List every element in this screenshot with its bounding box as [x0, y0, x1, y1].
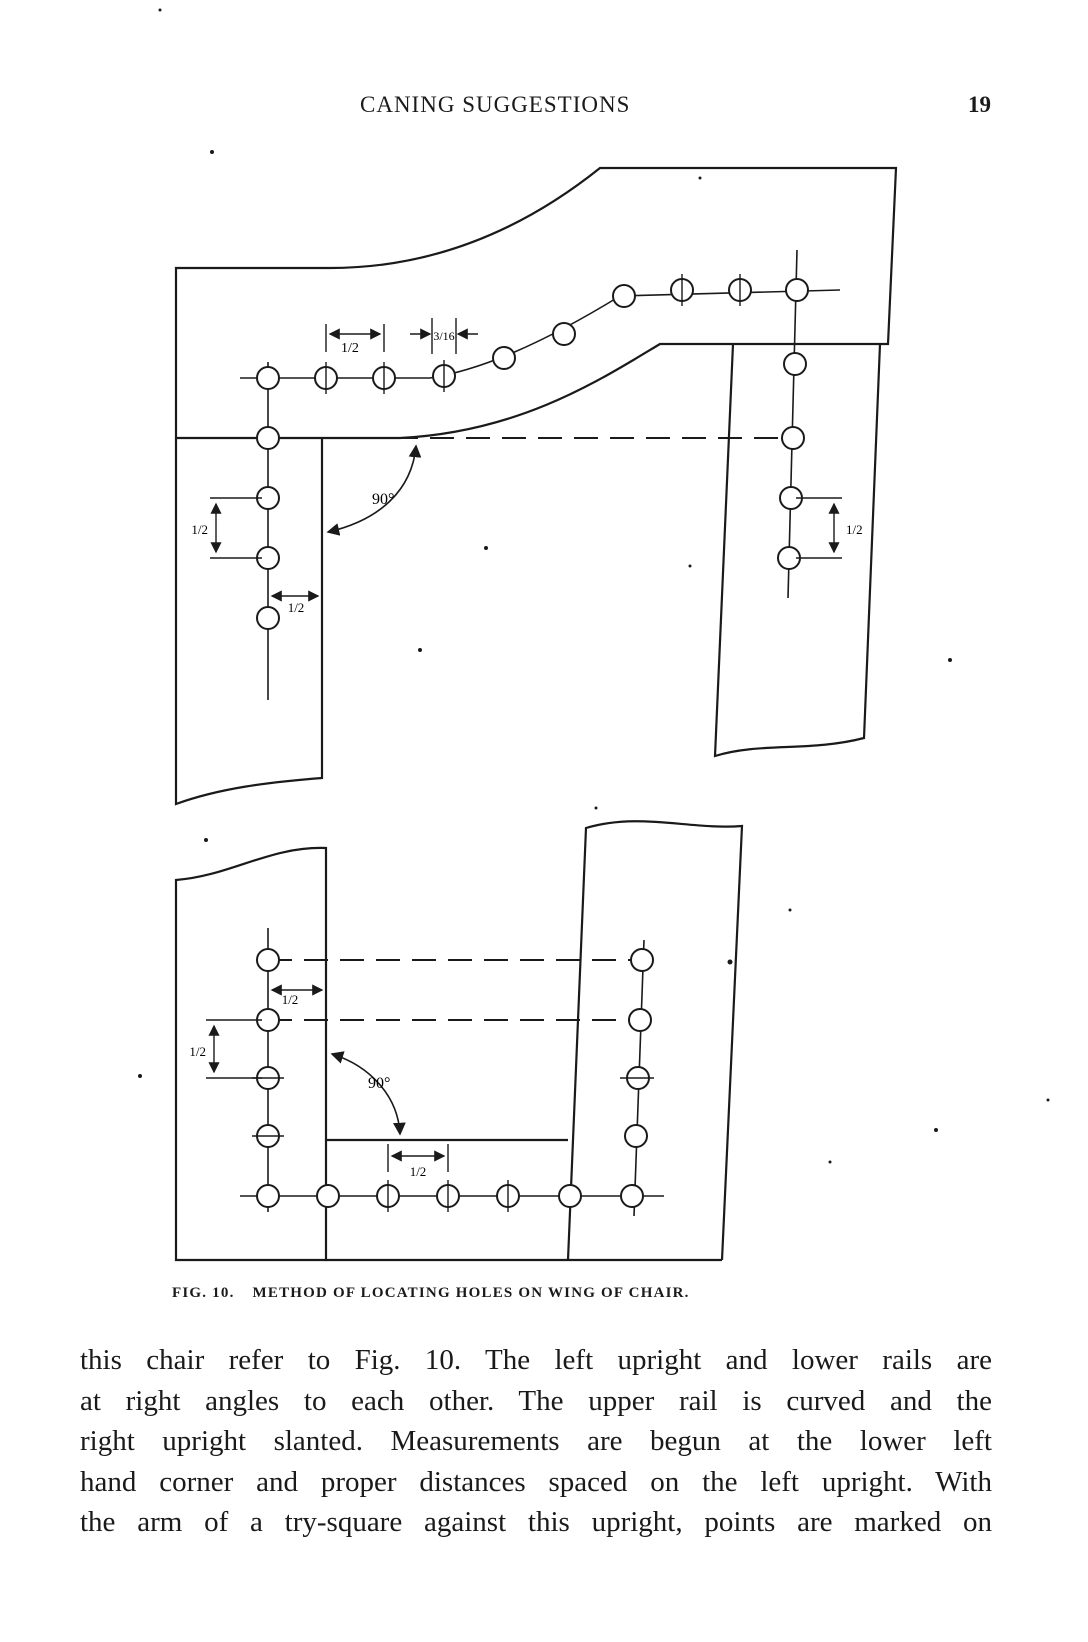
- hole: [559, 1185, 581, 1207]
- dim-left-bottom: [206, 1020, 262, 1078]
- hole: [493, 347, 515, 369]
- hole: [553, 323, 575, 345]
- upper-frame: [176, 168, 896, 804]
- left-upright-top: [176, 438, 322, 804]
- running-title: CANING SUGGESTIONS: [360, 92, 631, 117]
- dim-right-label: 1/2: [846, 522, 863, 537]
- figure-caption-text: METHOD OF LOCATING HOLES ON WING OF CHAIR.: [252, 1285, 690, 1301]
- hole: [257, 607, 279, 629]
- lower-dashed-guides: [268, 960, 644, 1020]
- body-line: at right angles to each other. The upper rail is curved and the: [80, 1384, 992, 1417]
- dim-edge-top-label: 1/2: [287, 600, 305, 615]
- hole: [317, 1185, 339, 1207]
- dim-half-label: 1/2: [341, 341, 359, 356]
- dim-left-top: [210, 498, 262, 558]
- dim-left-top-label: 1/2: [191, 522, 208, 537]
- hole: [782, 427, 804, 449]
- hole: [257, 949, 279, 971]
- upper-rail-outline: [176, 168, 896, 438]
- dim-3-16-label: 3/16: [433, 329, 455, 343]
- right-upright-centerline: [788, 250, 797, 598]
- hole: [784, 353, 806, 375]
- angle-label-top: 90°: [372, 491, 395, 508]
- hole: [257, 367, 279, 389]
- body-line: right upright slanted. Measurements are begun at the lower left: [80, 1425, 992, 1457]
- page-number: 19: [968, 92, 991, 117]
- dim-right: [796, 498, 842, 558]
- hole: [631, 949, 653, 971]
- body-line: this chair refer to Fig. 10. The left upright and lower rails are: [80, 1344, 992, 1376]
- angle-arc-bottom: [332, 1054, 400, 1134]
- figure-caption: [172, 1285, 690, 1302]
- body-paragraph: [80, 1340, 992, 1543]
- body-line: the arm of a try-square against this upright, points are marked on: [80, 1506, 992, 1538]
- hole: [621, 1185, 643, 1207]
- hole: [257, 1185, 279, 1207]
- dim-left-bottom-label: 1/2: [189, 1044, 206, 1059]
- upper-holes: [257, 279, 808, 629]
- angle-label-bottom: 90°: [368, 1075, 391, 1092]
- hole: [613, 285, 635, 307]
- hole: [629, 1009, 651, 1031]
- hole: [257, 427, 279, 449]
- right-upright-bottom: [568, 821, 742, 1260]
- dim-half-bottom-label: 1/2: [409, 1164, 427, 1179]
- hole: [786, 279, 808, 301]
- hole: [625, 1125, 647, 1147]
- lower-holes: [257, 949, 653, 1207]
- angle-arc-top: [328, 446, 416, 532]
- figure-number: FIG. 10.: [172, 1285, 235, 1301]
- body-line: hand corner and proper distances spaced on the left upright. With: [80, 1465, 992, 1498]
- dim-edge-bottom-label: 1/2: [281, 992, 299, 1007]
